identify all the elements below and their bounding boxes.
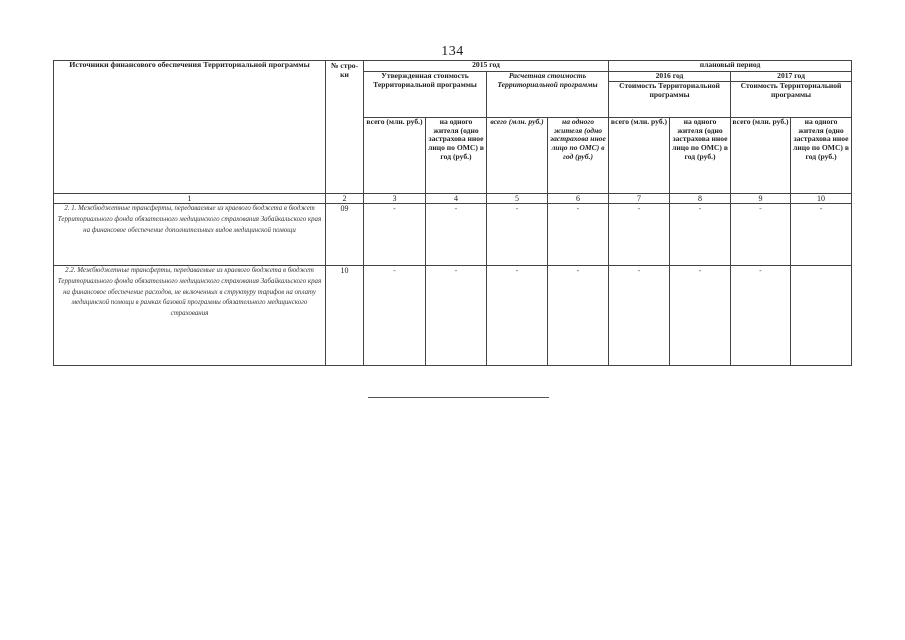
row-value: - bbox=[487, 266, 548, 366]
header-per-resident-2017: на одного жителя (одно застрахова нное лицо по ОМС) в год (руб.) bbox=[791, 118, 852, 194]
header-line-no: № стро-ки bbox=[326, 61, 364, 194]
row-value: - bbox=[364, 266, 426, 366]
separator-line bbox=[368, 397, 549, 398]
header-per-resident-approved: на одного жителя (одно застрахова нное лицо по ОМС) в год (руб.) bbox=[426, 118, 487, 194]
row-value: - bbox=[791, 204, 852, 266]
column-number: 3 bbox=[364, 194, 426, 204]
header-cost-2017: Стоимость Территориальной программы bbox=[731, 82, 852, 118]
row-value: - bbox=[609, 266, 670, 366]
table-row bbox=[54, 266, 852, 366]
row-value: - bbox=[548, 266, 609, 366]
column-number: 7 bbox=[609, 194, 670, 204]
financing-table bbox=[53, 60, 852, 366]
column-number: 6 bbox=[548, 194, 609, 204]
row-line-number: 09 bbox=[326, 204, 364, 266]
header-total-2017: всего (млн. руб.) bbox=[731, 118, 791, 194]
row-value: - bbox=[731, 266, 791, 366]
page-number: 134 bbox=[441, 44, 464, 59]
header-total-2016: всего (млн. руб.) bbox=[609, 118, 670, 194]
header-total-approved: всего (млн. руб.) bbox=[364, 118, 426, 194]
row-value: - bbox=[670, 266, 731, 366]
row-value bbox=[791, 266, 852, 366]
header-source-title: Источники финансового обеспечения Территориальной программы bbox=[54, 61, 326, 194]
header-year-2016: 2016 год bbox=[609, 72, 731, 82]
row-value: - bbox=[670, 204, 731, 266]
column-number: 8 bbox=[670, 194, 731, 204]
header-total-calculated: всего (млн. руб.) bbox=[487, 118, 548, 194]
header-per-resident-2016: на одного жителя (одно застрахова нное лицо по ОМС) в год (руб.) bbox=[670, 118, 731, 194]
row-value: - bbox=[426, 204, 487, 266]
row-value: - bbox=[731, 204, 791, 266]
header-cost-2016: Стоимость Территориальной программы bbox=[609, 82, 731, 118]
column-number: 4 bbox=[426, 194, 487, 204]
column-number: 9 bbox=[731, 194, 791, 204]
header-approved-cost: Утвержденная стоимость Территориальной программы bbox=[364, 72, 487, 118]
header-year-2015: 2015 год bbox=[364, 61, 609, 72]
column-number: 5 bbox=[487, 194, 548, 204]
row-value: - bbox=[364, 204, 426, 266]
row-line-number: 10 bbox=[326, 266, 364, 366]
row-value: - bbox=[609, 204, 670, 266]
header-planned-period: плановый период bbox=[609, 61, 852, 72]
column-number: 2 bbox=[326, 194, 364, 204]
column-number: 1 bbox=[54, 194, 326, 204]
row-description: 2. 1. Межбюджетные трансферты, передаваемые из краевого бюджета в бюджет Территориального фонда обязательного медицинского страхования Забайкальского края на финансовое обеспечение дополнительных видов медицинской помощи bbox=[54, 204, 326, 266]
row-value: - bbox=[487, 204, 548, 266]
column-number: 10 bbox=[791, 194, 852, 204]
header-per-resident-calculated: на одного жителя (одно застрахова нное лицо по ОМС) в год (руб.) bbox=[548, 118, 609, 194]
header-calculated-cost: Расчетная стоимость Территориальной программы bbox=[487, 72, 609, 118]
column-number-row bbox=[54, 194, 852, 204]
row-value: - bbox=[548, 204, 609, 266]
row-value: - bbox=[426, 266, 487, 366]
header-year-2017: 2017 год bbox=[731, 72, 852, 82]
row-description: 2.2. Межбюджетные трансферты, передаваемые из краевого бюджета в бюджет Территориального фонда обязательного медицинского страхования Забайкальского края на финансовое обеспечение расходов, не включенных в структуру тарифов на оплату медицинской помощи в рамках базовой программы обязательного медицинского страхования bbox=[54, 266, 326, 366]
table-row bbox=[54, 204, 852, 266]
